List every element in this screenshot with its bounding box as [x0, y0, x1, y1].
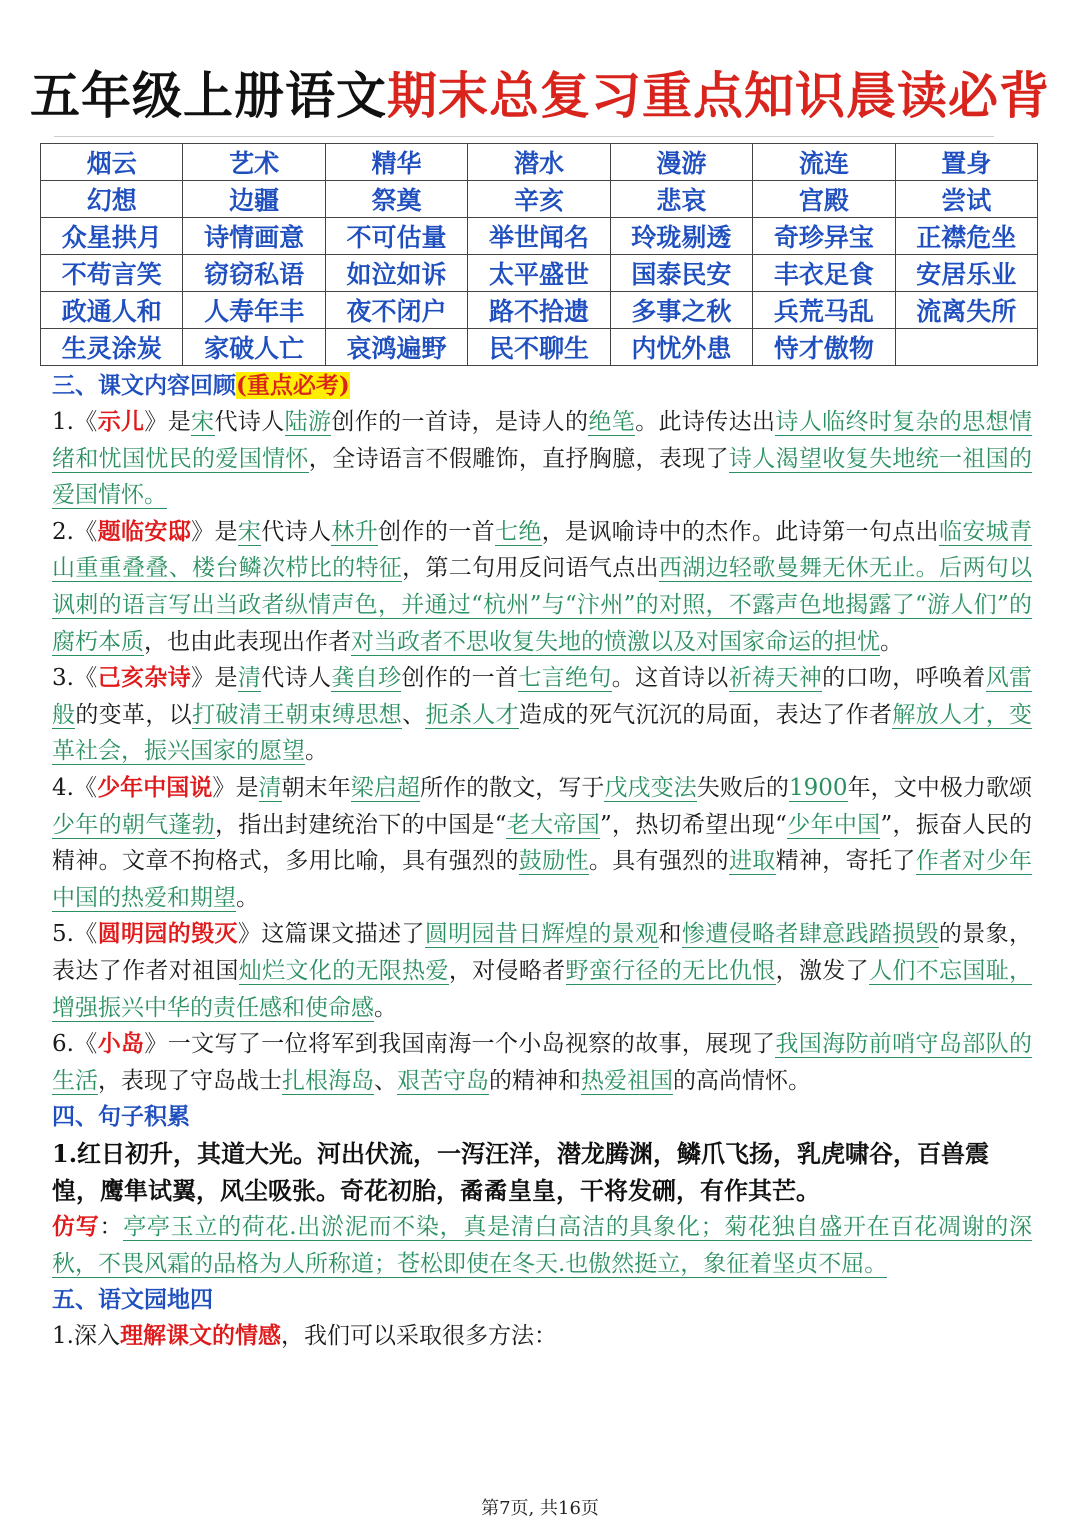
vocabulary-row: [41, 292, 1038, 329]
imitation-label: 仿写: [52, 1213, 100, 1241]
text: 》是: [191, 518, 238, 545]
text: 造成的死气沉沉的局面，表达了作者: [518, 701, 893, 728]
section-5-heading: 五、语文园地四: [52, 1286, 213, 1314]
key-point: 诗人渴望收复失地统一祖国的爱国情怀。: [52, 445, 1033, 509]
key-point: 打破清王朝束缚思想: [192, 701, 403, 728]
key-point: 圆明园昔日辉煌的景观: [424, 921, 659, 948]
vocabulary-table-body: [41, 144, 1038, 366]
key-point: 人们不忘国耻，增强振兴中华的责任感和使命感: [52, 957, 1033, 1021]
vocabulary-word: 家破人亡: [183, 329, 325, 366]
sentence-1: 1.红日初升，其道大光。河出伏流，一泻汪洋，潜龙腾渊，鳞爪飞扬，乳虎啸谷，百兽震惶，鹰隼试翼，风尘吸张。奇花初胎，矞矞皇皇，干将发硎，有作其芒。: [52, 1139, 990, 1206]
vocabulary-word: 艺术: [183, 144, 325, 181]
text: ”，振奋人民的精神。文章不拘格式，多用比喻，具有强烈的: [52, 811, 1033, 875]
vocabulary-word: 悲哀: [610, 181, 752, 218]
title-part-red: 期末总复习重点知识晨读必背: [387, 67, 1050, 125]
vocabulary-word: 尝试: [895, 181, 1037, 218]
text: 年，文中极力歌颂: [847, 774, 1032, 801]
text: ，指出封建统治下的中国是“: [215, 811, 507, 838]
key-point: 风雷般: [52, 665, 1033, 728]
page-title: [0, 56, 1080, 128]
text: 失败后的: [696, 774, 789, 801]
vocabulary-word: 诗情画意: [183, 218, 325, 255]
section-3-title: 三、课文内容回顾: [52, 372, 236, 399]
vocabulary-word: 哀鸿遍野: [325, 329, 467, 366]
vocabulary-word: 如泣如诉: [325, 255, 467, 292]
key-point: 宋: [237, 518, 262, 545]
vocabulary-row: [41, 181, 1038, 218]
lesson-review-3: [52, 660, 1032, 770]
lesson-title: 题临安邸: [97, 517, 192, 545]
text: ，我们可以采取很多方法：: [280, 1323, 557, 1350]
lesson-review-5: [52, 916, 1032, 1026]
text: 3.《: [52, 665, 98, 692]
key-point: 作者对少年中国的热爱和期望: [52, 848, 1033, 911]
text: 》这篇课文描述了: [237, 921, 425, 948]
vocabulary-word: 辛亥: [468, 181, 610, 218]
vocabulary-word: 路不拾遗: [468, 292, 610, 329]
text: 1.《: [52, 409, 98, 435]
title-divider: [54, 136, 994, 137]
vocabulary-word: 玲珑剔透: [610, 218, 752, 255]
vocabulary-table: [40, 143, 1038, 366]
key-point: 1900: [788, 774, 848, 801]
lesson-title: 圆明园的毁灭: [97, 920, 238, 948]
text: 的景象，表达了作者对祖国: [52, 921, 1033, 984]
text: 代诗人: [214, 409, 285, 435]
vocabulary-row: [41, 218, 1038, 255]
text: 4.《: [52, 774, 98, 801]
vocabulary-word: 正襟危坐: [895, 218, 1037, 255]
text: 5.《: [52, 921, 98, 948]
key-point: 陆游: [284, 409, 332, 435]
vocabulary-word: 宫殿: [753, 181, 895, 218]
text: 。: [236, 884, 259, 911]
key-emphasis: 理解课文的情感: [119, 1322, 281, 1350]
vocabulary-word: 不苟言笑: [41, 255, 183, 292]
text: ”，热切希望出现“: [600, 811, 787, 838]
key-point: 临安城青山重重叠叠、楼台鳞次栉比的特征: [52, 518, 1033, 582]
section-3-heading: [52, 368, 1032, 404]
text: ，是讽喻诗中的杰作。此诗第一句点出: [541, 518, 939, 545]
key-point: 祈祷天神: [728, 665, 823, 692]
text: 的精神和: [489, 1067, 581, 1094]
text: 的变革，以: [75, 701, 193, 728]
key-point: 清: [237, 665, 262, 692]
vocabulary-word: 多事之秋: [610, 292, 752, 329]
imitation-writing: [52, 1209, 1032, 1282]
key-point: 鼓励性: [518, 848, 589, 875]
lesson-title: 己亥杂诗: [97, 664, 192, 692]
vocabulary-word: 精华: [325, 144, 467, 181]
text: 》是: [144, 409, 192, 435]
key-point: 扼杀人才: [425, 701, 519, 728]
text: ，也由此表现出作者: [144, 628, 351, 655]
key-point: 少年的朝气蓬勃: [52, 811, 216, 838]
vocabulary-word: 兵荒马乱: [753, 292, 895, 329]
lesson-review-2: [52, 514, 1032, 660]
text: 和: [658, 921, 682, 948]
text: 代诗人: [261, 665, 332, 692]
key-point: 扎根海岛: [282, 1067, 374, 1094]
vocabulary-word: 内忧外患: [610, 329, 752, 366]
text: ：: [99, 1214, 124, 1241]
text: 》是: [191, 665, 238, 692]
text: 。: [305, 738, 328, 765]
key-point: 进取: [728, 848, 776, 875]
key-point: 宋: [191, 409, 215, 435]
text: 2.《: [52, 518, 98, 545]
text: 。此诗传达出: [635, 409, 776, 435]
vocabulary-word: [895, 329, 1037, 366]
text: 创作的一首: [401, 665, 519, 692]
vocabulary-word: 不可估量: [325, 218, 467, 255]
lesson-title: 小岛: [97, 1030, 145, 1058]
text: 1.深入: [52, 1323, 120, 1350]
text: 创作的一首: [378, 518, 495, 545]
key-point: 灿烂文化的无限热爱: [238, 957, 449, 984]
section-4-heading: 四、句子积累: [52, 1103, 190, 1131]
key-point: 七绝: [494, 518, 542, 545]
text: ，全诗语言不假雕饰，直抒胸臆，表现了: [308, 445, 729, 472]
vocabulary-word: 政通人和: [41, 292, 183, 329]
vocabulary-word: 漫游: [610, 144, 752, 181]
key-point: 绝笔: [588, 409, 636, 435]
key-point: 梁启超: [350, 774, 420, 801]
key-point: 对当政者不思收复失地的愤激以及对国家命运的担忧: [351, 628, 880, 655]
key-point: 野蛮行径的无比仇恨: [565, 957, 776, 984]
vocabulary-word: 生灵涂炭: [41, 329, 183, 366]
text: 。: [374, 994, 397, 1021]
vocabulary-word: 太平盛世: [468, 255, 610, 292]
text: 》是: [212, 774, 259, 801]
lesson-title: 示儿: [97, 408, 145, 435]
vocabulary-word: 流连: [753, 144, 895, 181]
text: 。具有强烈的: [588, 848, 729, 875]
text: 、: [374, 1067, 397, 1094]
key-point: 解放人才，变革社会，振兴国家的愿望: [52, 701, 1033, 765]
key-point: 七言绝句: [518, 665, 612, 692]
vocabulary-word: 民不聊生: [468, 329, 610, 366]
vocabulary-word: 安居乐业: [895, 255, 1037, 292]
text: ，激发了: [775, 957, 869, 984]
imitation-text: 亭亭玉立的荷花.出淤泥而不染，真是清白高洁的具象化；菊花独自盛开在百花凋谢的深秋，不畏风霜的品格为人所称道；苍松即使在冬天.也傲然挺立，象征着坚贞不屈。: [52, 1214, 1033, 1277]
vocabulary-word: 窃窃私语: [183, 255, 325, 292]
text: 精神，寄托了: [775, 848, 916, 875]
text: 。: [880, 628, 903, 655]
key-point: 少年中国: [786, 811, 881, 838]
key-point: 戊戌变法: [604, 774, 697, 801]
vocabulary-word: 举世闻名: [468, 218, 610, 255]
key-point: 惨遭侵略者肆意践踏损毁: [681, 921, 939, 948]
text: ，对侵略者: [448, 957, 566, 984]
key-point: 诗人临终时复杂的思想情绪和忧国忧民的爱国情怀: [52, 409, 1033, 472]
text: 》一文写了一位将军到我国南海一个小岛视察的故事，展现了: [144, 1031, 776, 1058]
vocabulary-word: 众星拱月: [41, 218, 183, 255]
key-point: 林升: [331, 518, 379, 545]
vocabulary-word: 烟云: [41, 144, 183, 181]
text: 6.《: [52, 1031, 98, 1058]
text: 。这首诗以: [611, 665, 729, 692]
vocabulary-row: [41, 144, 1038, 181]
vocabulary-word: 祭奠: [325, 181, 467, 218]
vocabulary-word: 恃才傲物: [753, 329, 895, 366]
text: 、: [402, 701, 426, 728]
vocabulary-word: 幻想: [41, 181, 183, 218]
text: 的口吻，呼唤着: [822, 665, 986, 692]
key-point: 清: [258, 774, 282, 801]
text: 朝末年: [281, 774, 351, 801]
text: ，第二句用反问语气点出: [402, 555, 659, 582]
vocabulary-word: 丰衣足食: [753, 255, 895, 292]
key-point: 老大帝国: [506, 811, 600, 838]
vocabulary-word: 置身: [895, 144, 1037, 181]
vocabulary-word: 边疆: [183, 181, 325, 218]
vocabulary-row: [41, 255, 1038, 292]
page-number: 第7页, 共16页: [481, 1498, 599, 1519]
title-part-black: 五年级上册语文: [30, 67, 387, 125]
key-point: 我国海防前哨守岛部队的生活: [52, 1031, 1033, 1094]
lesson-title: 少年中国说: [97, 773, 213, 801]
text: 代诗人: [261, 518, 332, 545]
lesson-review-6: [52, 1026, 1032, 1099]
text: 创作的一首诗，是诗人的: [331, 409, 589, 435]
section-5-item-1: [52, 1318, 1032, 1355]
vocabulary-word: 国泰民安: [610, 255, 752, 292]
key-point: 龚自珍: [331, 665, 402, 692]
vocabulary-word: 夜不闭户: [325, 292, 467, 329]
vocabulary-word: 人寿年丰: [183, 292, 325, 329]
lesson-review-1: [52, 404, 1032, 514]
text: 的高尚情怀。: [673, 1067, 811, 1094]
key-point: 热爱祖国: [581, 1067, 673, 1094]
vocabulary-row: [41, 329, 1038, 366]
vocabulary-word: 潜水: [468, 144, 610, 181]
key-exam-tag: (重点必考): [236, 372, 350, 399]
main-content: [52, 368, 1032, 1355]
text: ，表现了守岛战士: [98, 1067, 282, 1094]
vocabulary-word: 奇珍异宝: [753, 218, 895, 255]
vocabulary-word: 流离失所: [895, 292, 1037, 329]
key-point: 艰苦守岛: [397, 1067, 489, 1094]
text: 所作的散文，写于: [419, 774, 605, 801]
lesson-review-4: [52, 770, 1032, 916]
key-point: 西湖边轻歌曼舞无休无止。后两句以讽刺的语言写出当政者纵情声色，并通过“杭州”与“汴州”的对照，不露声色地揭露了“游人们”的腐朽本质: [52, 555, 1033, 655]
